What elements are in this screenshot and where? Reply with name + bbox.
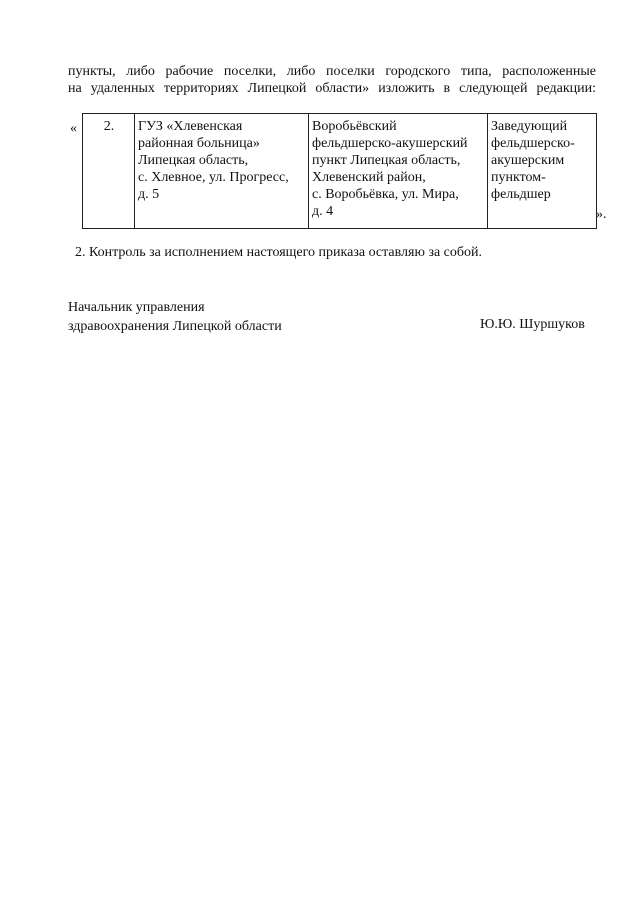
position-line: пунктом- [491, 170, 546, 185]
facility-table [82, 113, 597, 229]
position-cell [488, 114, 597, 229]
row-number-cell [83, 114, 135, 229]
position-line: фельдшерско- [491, 136, 575, 151]
signatory-title-line-1: Начальник управления [68, 300, 205, 315]
institution-line: с. Хлевное, ул. Прогресс, [138, 170, 289, 185]
unit-line: Хлевенский район, [312, 170, 426, 185]
control-paragraph: 2. Контроль за исполнением настоящего приказа оставляю за собой. [75, 245, 483, 260]
unit-line: пункт Липецкая область, [312, 153, 461, 168]
institution-line: д. 5 [138, 187, 160, 202]
row-number: 2. [103, 119, 115, 134]
position-line: акушерским [491, 153, 565, 168]
institution-cell [135, 114, 309, 229]
position-line: Заведующий [491, 119, 568, 134]
opening-quote: « [70, 121, 77, 136]
table-row [83, 114, 597, 229]
unit-cell [309, 114, 488, 229]
unit-line: с. Воробьёвка, ул. Мира, [312, 187, 459, 202]
closing-quote: ». [596, 207, 607, 222]
unit-line: Воробьёвский [312, 119, 397, 134]
unit-line: д. 4 [312, 204, 334, 219]
signatory-title-line-2: здравоохранения Липецкой области [68, 319, 282, 334]
intro-line-2: на удаленных территориях Липецкой области» изложить в следующей редакции: [68, 81, 596, 96]
position-line: фельдшер [491, 187, 551, 202]
institution-line: Липецкая область, [138, 153, 249, 168]
signatory-name: Ю.Ю. Шуршуков [480, 317, 585, 332]
intro-paragraph [68, 63, 596, 97]
signatory-title [68, 298, 282, 336]
unit-line: фельдшерско-акушерский [312, 136, 468, 151]
institution-line: районная больница» [138, 136, 260, 151]
institution-line: ГУЗ «Хлевенская [138, 119, 243, 134]
intro-line-1: пункты, либо рабочие поселки, либо поселки городского типа, расположенные [68, 64, 596, 79]
